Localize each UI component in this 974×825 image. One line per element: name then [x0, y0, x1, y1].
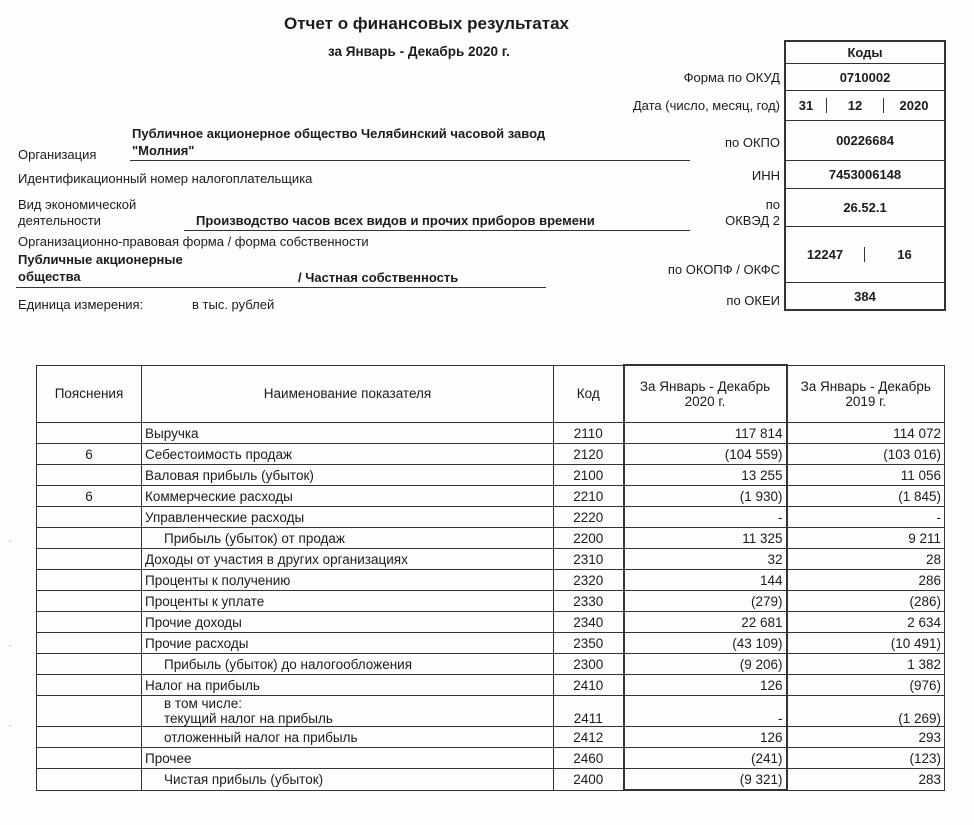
unit-value: в тыс. рублей: [192, 297, 275, 312]
row-note: [37, 423, 142, 444]
row-previous: 9 211: [787, 528, 945, 549]
activity-label-1: Вид экономической: [18, 197, 137, 212]
codes-header: Коды: [786, 42, 944, 64]
row-code: 2120: [554, 444, 624, 465]
organization-name-line2: "Молния": [132, 143, 195, 158]
row-note: [37, 591, 142, 612]
row-previous: (1 269): [787, 696, 945, 727]
row-name: Выручка: [142, 423, 554, 444]
row-current: 144: [624, 570, 787, 591]
table-row: [37, 769, 945, 791]
row-previous: (10 491): [787, 633, 945, 654]
row-previous: 286: [787, 570, 945, 591]
okud-code: 0710002: [786, 64, 944, 91]
row-name-cell: [142, 696, 554, 727]
header-previous: [787, 365, 945, 423]
row-previous: 28: [787, 549, 945, 570]
row-current: 22 681: [624, 612, 787, 633]
activity-value: Производство часов всех видов и прочих приборов времени: [196, 213, 595, 228]
unit-label: Единица измерения:: [18, 297, 144, 312]
row-code: 2200: [554, 528, 624, 549]
row-code: 2220: [554, 507, 624, 528]
table-row: [37, 612, 945, 633]
row-current: (9 321): [624, 769, 787, 791]
row-code: 2330: [554, 591, 624, 612]
row-note: [37, 465, 142, 486]
okved-label-1: по: [765, 197, 780, 212]
row-previous: 1 382: [787, 654, 945, 675]
date-year: 2020: [899, 98, 929, 113]
row-current: (1 930): [624, 486, 787, 507]
date-label: Дата (число, месяц, год): [632, 98, 780, 113]
row-previous: -: [787, 507, 945, 528]
table-row: [37, 486, 945, 507]
row-current: (104 559): [624, 444, 787, 465]
inn-caption: Идентификационный номер налогоплательщика: [18, 171, 313, 186]
table-row: [37, 570, 945, 591]
row-code: 2310: [554, 549, 624, 570]
row-name: Доходы от участия в других организациях: [142, 549, 554, 570]
table-row: [37, 528, 945, 549]
organization-name-line1: Публичное акционерное общество Челябинский часовой завод: [132, 126, 546, 141]
row-code: 2411: [554, 696, 624, 727]
row-name: Налог на прибыль: [142, 675, 554, 696]
financial-results-table: [36, 364, 945, 791]
row-name: текущий налог на прибыль: [164, 711, 333, 726]
row-code: 2410: [554, 675, 624, 696]
table-row: [37, 654, 945, 675]
row-name: Прибыль (убыток) до налогообложения: [142, 654, 554, 675]
date-month: 12: [827, 98, 884, 113]
row-note: [37, 748, 142, 769]
row-code: 2350: [554, 633, 624, 654]
row-name: Прочие доходы: [142, 612, 554, 633]
table-row: [37, 727, 945, 748]
row-current: 32: [624, 549, 787, 570]
margin-mark: ·: [8, 720, 12, 732]
okei-label: по ОКЕИ: [726, 293, 780, 308]
organization-underline: [130, 160, 690, 161]
header-current-line1: За Январь - Декабрь: [639, 379, 771, 394]
table-row: [37, 549, 945, 570]
row-current: 126: [624, 727, 787, 748]
table-row: [37, 591, 945, 612]
header-current-line2: 2020 г.: [684, 394, 726, 409]
okved-label-2: ОКВЭД 2: [725, 213, 780, 228]
ownership-value: / Частная собственность: [298, 270, 459, 285]
row-current: (43 109): [624, 633, 787, 654]
row-code: 2320: [554, 570, 624, 591]
row-name: Проценты к получению: [142, 570, 554, 591]
row-note: [37, 675, 142, 696]
table-row: [37, 444, 945, 465]
table-row: [37, 507, 945, 528]
row-code: 2110: [554, 423, 624, 444]
row-code: 2460: [554, 748, 624, 769]
date-day: 31: [786, 98, 827, 113]
row-name: Управленческие расходы: [142, 507, 554, 528]
row-note: [37, 570, 142, 591]
row-previous: (976): [787, 675, 945, 696]
row-name: Прочие расходы: [142, 633, 554, 654]
row-current: 126: [624, 675, 787, 696]
row-name: Чистая прибыль (убыток): [142, 769, 554, 791]
codes-box: [784, 40, 946, 311]
row-note: [37, 633, 142, 654]
row-note: [37, 769, 142, 791]
header-name: Наименование показателя: [142, 365, 554, 423]
row-code: 2100: [554, 465, 624, 486]
row-note: [37, 549, 142, 570]
page-title: Отчет о финансовых результатах: [284, 14, 569, 33]
row-previous: 2 634: [787, 612, 945, 633]
table-row: [37, 748, 945, 769]
header-previous-line2: 2019 г.: [845, 393, 887, 409]
header-previous-line1: За Январь - Декабрь: [800, 378, 931, 394]
table-row: [37, 696, 945, 727]
row-previous: 293: [787, 727, 945, 748]
row-current: 13 255: [624, 465, 787, 486]
okpo-code: 00226684: [786, 121, 944, 161]
table-row: [37, 465, 945, 486]
row-name: Проценты к уплате: [142, 591, 554, 612]
row-note: [37, 612, 142, 633]
row-previous: (123): [787, 748, 945, 769]
row-note: 6: [37, 444, 142, 465]
okfs-code: 16: [897, 247, 912, 262]
row-code: 2412: [554, 727, 624, 748]
margin-mark: ·: [8, 535, 12, 547]
row-previous: 283: [787, 769, 945, 791]
row-name: Прочее: [142, 748, 554, 769]
okopf-okfs-codes: [786, 227, 944, 283]
header-current: [624, 365, 787, 423]
row-code: 2300: [554, 654, 624, 675]
table-row: [37, 633, 945, 654]
row-name: Прибыль (убыток) от продаж: [142, 528, 554, 549]
date-codes: [786, 91, 944, 121]
row-previous: (103 016): [787, 444, 945, 465]
row-current: (9 206): [624, 654, 787, 675]
legal-form-value-1: Публичные акционерные: [18, 252, 183, 267]
table-row: [37, 423, 945, 444]
row-previous: (1 845): [787, 486, 945, 507]
row-note: [37, 528, 142, 549]
row-name: Себестоимость продаж: [142, 444, 554, 465]
row-previous: 114 072: [787, 423, 945, 444]
header-code: Код: [554, 365, 624, 423]
inn-code: 7453006148: [786, 161, 944, 189]
okved-code: 26.52.1: [786, 189, 944, 227]
row-code: 2210: [554, 486, 624, 507]
row-note: [37, 696, 142, 727]
margin-mark: ·: [8, 640, 12, 652]
row-name: Валовая прибыль (убыток): [142, 465, 554, 486]
okei-code: 384: [854, 288, 876, 304]
row-name: отложенный налог на прибыль: [142, 727, 554, 748]
legal-form-caption: Организационно-правовая форма / форма собственности: [18, 234, 369, 249]
row-note: 6: [37, 486, 142, 507]
header-notes: Пояснения: [37, 365, 142, 423]
activity-label-2: деятельности: [18, 213, 101, 228]
row-current: 11 325: [624, 528, 787, 549]
okopf-label: по ОКОПФ / ОКФС: [667, 262, 780, 277]
row-current: (241): [624, 748, 787, 769]
row-name-prefix: в том числе:: [164, 696, 242, 711]
legal-form-value-2: общества: [18, 269, 81, 284]
row-name: Коммерческие расходы: [142, 486, 554, 507]
okopf-code: 12247: [786, 247, 865, 262]
row-current: -: [624, 696, 787, 727]
row-current: (279): [624, 591, 787, 612]
legal-form-underline: [16, 287, 546, 288]
okpo-label: по ОКПО: [724, 135, 780, 150]
row-note: [37, 654, 142, 675]
table-header-row: [37, 365, 945, 423]
inn-label: ИНН: [751, 168, 780, 183]
row-code: 2400: [554, 769, 624, 791]
table-row: [37, 675, 945, 696]
row-current: -: [624, 507, 787, 528]
row-note: [37, 727, 142, 748]
row-note: [37, 507, 142, 528]
report-period: за Январь - Декабрь 2020 г.: [328, 44, 510, 59]
activity-underline: [184, 230, 690, 231]
okud-label: Форма по ОКУД: [683, 70, 780, 85]
organization-label: Организация: [18, 147, 97, 162]
row-previous: (286): [787, 591, 945, 612]
row-previous: 11 056: [787, 465, 945, 486]
row-current: 117 814: [624, 423, 787, 444]
row-code: 2340: [554, 612, 624, 633]
